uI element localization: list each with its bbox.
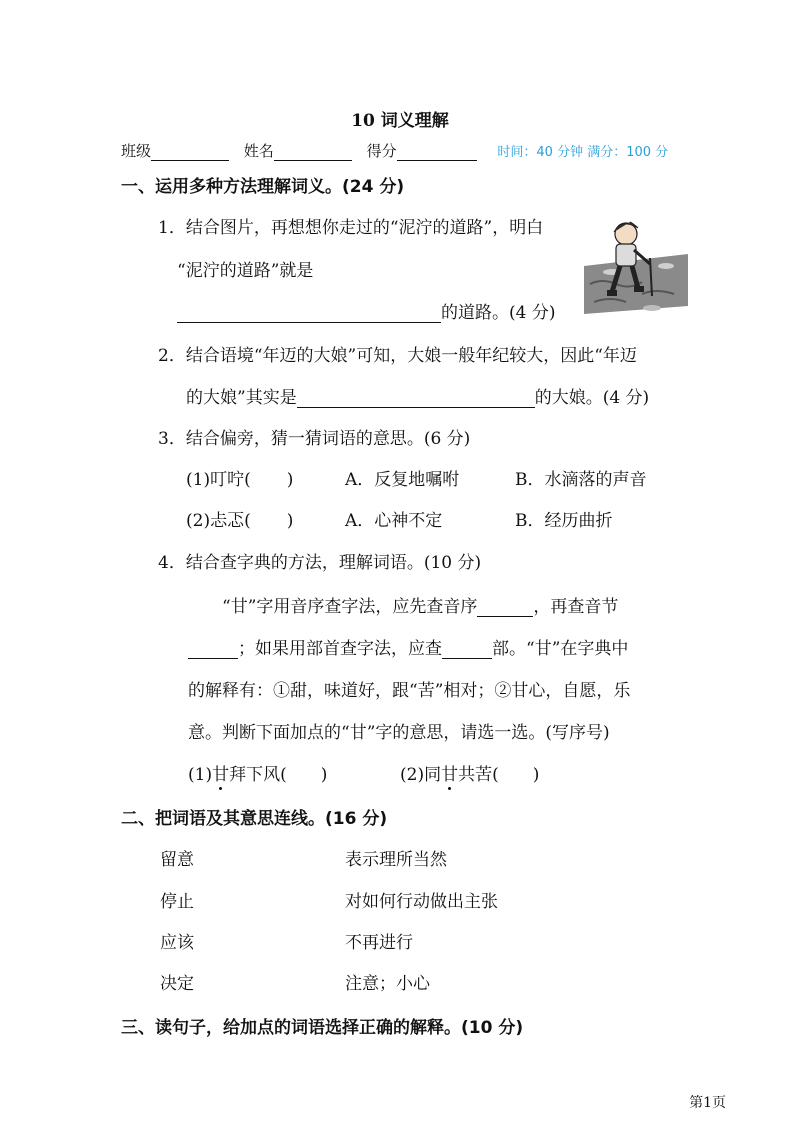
q3-close-1: )	[286, 470, 294, 490]
q3-row2-option-b[interactable]: B．经历曲折	[515, 511, 613, 531]
q4-sub1	[188, 760, 327, 785]
page-title: 10 词义理解	[351, 111, 449, 131]
score-label: 得分	[366, 142, 397, 160]
q4-yinxu-blank[interactable]	[477, 598, 533, 617]
match-meaning[interactable]: 表示理所当然	[345, 850, 447, 870]
match-meaning[interactable]: 不再进行	[345, 933, 413, 953]
q4-para-line4: 意。判断下面加点的“甘”字的意思，请选一选。(写序号)	[188, 723, 610, 743]
q2-answer-blank[interactable]	[297, 389, 535, 408]
q1-line2: “泥泞的道路”就是	[177, 261, 314, 281]
match-meaning[interactable]: 对如何行动做出主张	[345, 892, 498, 912]
q4-line1: 4．结合查字典的方法，理解词语。(10 分)	[158, 553, 482, 573]
q4-bushou-blank[interactable]	[442, 640, 492, 659]
q4-sub1-pre: (1)	[188, 765, 213, 785]
section2-heading: 二、把词语及其意思连线。(16 分)	[121, 809, 388, 829]
q3-close-2: )	[286, 511, 294, 531]
q1-line3	[177, 298, 555, 323]
q4-sub2-dotted-char: 甘	[441, 760, 458, 785]
q4-sub2-post: 共苦(	[458, 765, 499, 785]
q2-line2	[186, 383, 649, 408]
q4-yinjie-blank[interactable]	[188, 640, 238, 659]
q2-prefix: 的大娘”其实是	[186, 388, 297, 408]
match-word[interactable]: 应该	[160, 933, 194, 953]
q3-row1	[186, 465, 293, 490]
q4-p2-suffix: 部。“甘”在字典中	[492, 639, 629, 659]
section3-heading: 三、读句子，给加点的词语选择正确的解释。(10 分)	[121, 1018, 524, 1038]
q3-word-2: (2)忐忑(	[186, 511, 251, 531]
q4-p1-prefix: “甘”字用音序查字法，应先查音序	[222, 597, 478, 617]
q4-sub1-post: 拜下风(	[229, 765, 287, 785]
time-info: 时间：40 分钟 满分：100 分	[497, 145, 669, 160]
match-word[interactable]: 决定	[160, 974, 194, 994]
q4-para-line1	[222, 592, 618, 617]
q3-word-1: (1)叮咛(	[186, 470, 251, 490]
q3-row1-option-a[interactable]: A．反复地嘱咐	[345, 470, 460, 490]
q4-para-line2	[188, 634, 628, 659]
q4-sub2-close: )	[532, 765, 540, 785]
match-word[interactable]: 停止	[160, 892, 194, 912]
q2-suffix: 的大娘。(4 分)	[534, 388, 650, 408]
q4-p1-suffix: ，再查音节	[533, 597, 619, 617]
match-word[interactable]: 留意	[160, 850, 194, 870]
name-blank[interactable]	[274, 144, 352, 161]
q4-para-line3: 的解释有：①甜，味道好，跟“苦”相对；②甘心，自愿，乐	[188, 681, 631, 701]
boy-on-muddy-road-illustration	[582, 214, 690, 324]
q3-line1: 3．结合偏旁，猜一猜词语的意思。(6 分)	[158, 429, 471, 449]
name-label: 姓名	[243, 142, 274, 160]
section1-heading: 一、运用多种方法理解词义。(24 分)	[121, 177, 405, 197]
score-blank[interactable]	[397, 144, 477, 161]
student-info-line	[121, 140, 668, 161]
q4-p2-mid: ；如果用部首查字法，应查	[238, 639, 442, 659]
q3-row1-option-b[interactable]: B．水滴落的声音	[515, 470, 647, 490]
q1-line1: 1．结合图片，再想想你走过的“泥泞的道路”，明白	[158, 218, 544, 238]
match-meaning[interactable]: 注意；小心	[345, 974, 430, 994]
q4-sub2	[400, 760, 539, 785]
class-blank[interactable]	[151, 144, 229, 161]
q4-sub1-close: )	[320, 765, 328, 785]
q4-sub1-dotted-char: 甘	[212, 760, 229, 785]
q3-row2-option-a[interactable]: A．心神不定	[345, 511, 443, 531]
page-number: 第1页	[689, 1095, 726, 1111]
q4-sub2-pre: (2)同	[400, 765, 442, 785]
q1-suffix: 的道路。(4 分)	[441, 303, 556, 323]
q2-line1: 2．结合语境“年迈的大娘”可知，大娘一般年纪较大，因此“年迈	[158, 346, 637, 366]
class-label: 班级	[121, 142, 152, 160]
q3-row2	[186, 506, 293, 531]
q1-answer-blank[interactable]	[177, 304, 441, 323]
